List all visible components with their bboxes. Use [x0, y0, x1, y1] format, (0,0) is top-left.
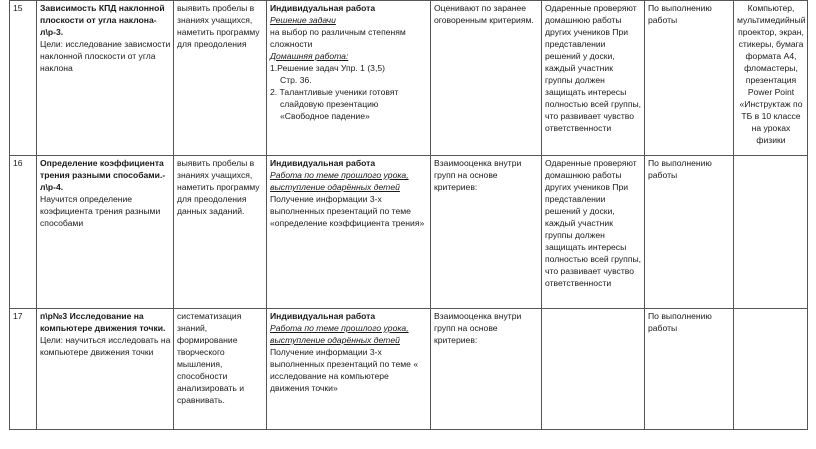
- lesson-plan-table: [9, 0, 808, 430]
- activity-text: Получение информации 3-х выполненных презентаций по теме «определение коэффициента трения»: [270, 194, 425, 228]
- topic-title: Зависимость КПД наклонной плоскости от угла наклона-л\р-3.: [40, 3, 165, 37]
- row-number: 17: [10, 309, 37, 430]
- homework-item-2-line2: слайдовую презентацию: [280, 99, 379, 109]
- homework-item-1-page: Стр. 36.: [280, 75, 312, 85]
- topic-goal: Научится определение коэфициента трения разными способами: [40, 194, 161, 228]
- purpose-cell: выявить пробелы в знаниях учащихся, наметить программу для преодоления: [174, 1, 267, 156]
- topic-cell: [37, 1, 174, 156]
- table-row: [10, 1, 808, 156]
- gifted-cell: [542, 309, 645, 430]
- topic-cell: [37, 309, 174, 430]
- activity-cell: [267, 156, 431, 309]
- activity-heading: Индивидуальная работа: [270, 311, 376, 321]
- topic-goal: Цели: исследование зависмости наклонной плоскости от угла наклона: [40, 39, 171, 73]
- activity-text: Получение информации 3-х выполненных презентаций по теме « исследование на компьютере движения точки»: [270, 347, 419, 393]
- activity-subheading: Работа по теме прошлого урока, выступление одарённых детей: [270, 170, 409, 192]
- row-number: 16: [10, 156, 37, 309]
- resources-cell: [734, 156, 808, 309]
- homework-heading: Домашняя работа:: [270, 51, 349, 61]
- homework-item-2-line3: «Свободное падение»: [280, 111, 370, 121]
- time-cell: По выполнению работы: [645, 156, 734, 309]
- activity-text: на выбор по различным степеням сложности: [270, 27, 406, 49]
- gifted-cell: Одаренные проверяют домашнюю работы других учеников При представлении решений у доски, каждый участник группы должен защищать интересы полностью всей группы, что развивает чувство ответственности: [542, 1, 645, 156]
- time-cell: По выполнению работы: [645, 1, 734, 156]
- gifted-cell: Одаренные проверяют домашнюю работы других учеников При представлении решений у доски, каждый участник группы должен защищать интересы полностью всей группы, что развивает чувство ответственности: [542, 156, 645, 309]
- topic-title: п\р№3 Исследование на компьютере движения точки.: [40, 311, 166, 333]
- topic-title: Определение коэффициента трения разными способами.-л\р-4.: [40, 158, 166, 192]
- purpose-cell: выявить пробелы в знаниях учащихся, наметить программу для преодоления данных заданий.: [174, 156, 267, 309]
- activity-cell: [267, 309, 431, 430]
- row-number: 15: [10, 1, 37, 156]
- resources-cell: [734, 309, 808, 430]
- time-cell: По выполнению работы: [645, 309, 734, 430]
- assessment-cell: Взаимооценка внутри групп на основе критериев:: [431, 309, 542, 430]
- table-row: [10, 309, 808, 430]
- assessment-cell: Оценивают по заранее оговоренным критериям.: [431, 1, 542, 156]
- activity-subheading: Работа по теме прошлого урока, выступление одарённых детей: [270, 323, 409, 345]
- homework-item-2: 2. Талантливые ученики готовят: [270, 87, 399, 97]
- purpose-cell: систематизация знаний, формирование творческого мышления, способности анализировать и сравнивать.: [174, 309, 267, 430]
- topic-goal: Цели: научиться исследовать на компьютере движения точки: [40, 335, 171, 357]
- activity-cell: [267, 1, 431, 156]
- homework-item-1: 1.Решение задач Упр. 1 (3,5): [270, 63, 385, 73]
- assessment-cell: Взаимооценка внутри групп на основе критериев:: [431, 156, 542, 309]
- topic-cell: [37, 156, 174, 309]
- table-row: [10, 156, 808, 309]
- resources-cell: Компьютер, мультимедийный проектор, экран, стикеры, бумага формата А4, фломастеры, презентация Power Point «Инструктаж по ТБ в 10 классе на уроках физики: [734, 1, 808, 156]
- activity-heading: Индивидуальная работа: [270, 158, 376, 168]
- activity-subheading: Решение задачи: [270, 15, 336, 25]
- activity-heading: Индивидуальная работа: [270, 3, 376, 13]
